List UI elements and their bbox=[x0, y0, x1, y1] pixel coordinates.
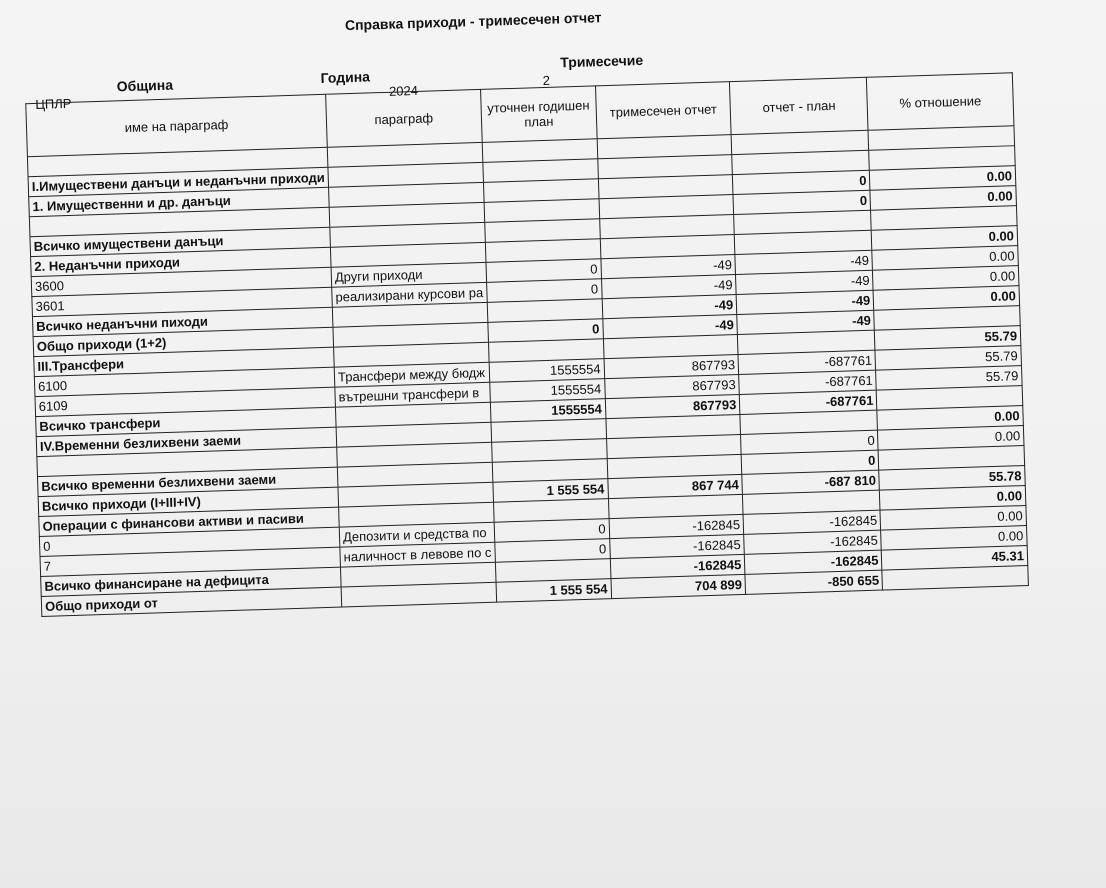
cell-paragraph bbox=[341, 582, 496, 607]
cell-percent: 0.00 bbox=[873, 286, 1019, 311]
municipality-label: Община bbox=[116, 76, 174, 95]
quarter-value: 2 bbox=[542, 72, 551, 88]
cell-diff: 0 bbox=[733, 190, 871, 214]
cell-percent: 0.00 bbox=[872, 226, 1018, 251]
cell-percent: 0.00 bbox=[870, 186, 1016, 211]
cell-diff: 0 bbox=[741, 430, 879, 454]
cell-name: Всичко трансфери bbox=[36, 407, 336, 436]
cell-name: IV.Временни безлихвени заеми bbox=[36, 427, 336, 456]
cell-plan: 1 555 554 bbox=[493, 479, 608, 503]
cell-name: 2. Неданъчни приходи bbox=[31, 247, 331, 276]
cell-diff: -49 bbox=[735, 250, 873, 274]
cell-report: -49 bbox=[601, 255, 736, 279]
cell-name: 6109 bbox=[35, 387, 335, 416]
cell-report: 867793 bbox=[604, 354, 739, 378]
cell-plan: 0 bbox=[495, 539, 610, 563]
cell-report: 867 744 bbox=[608, 474, 743, 498]
cell-plan: 0 bbox=[494, 519, 609, 543]
cell-percent: 0.00 bbox=[873, 266, 1019, 291]
year-value: 2024 bbox=[388, 82, 419, 99]
cell-paragraph: Други приходи bbox=[331, 262, 486, 287]
col-header-paragraph: параграф bbox=[326, 89, 482, 147]
cell-name: Операции с финансови активи и пасиви bbox=[39, 507, 339, 536]
cell-plan: 1555554 bbox=[490, 379, 605, 403]
cell-percent: 0.00 bbox=[881, 526, 1027, 551]
cell-plan: 0 bbox=[488, 319, 603, 343]
cell-name: Всичко приходи (I+III+IV) bbox=[38, 487, 338, 516]
col-header-plan: уточнен годишен план bbox=[480, 86, 597, 143]
cell-report: 867793 bbox=[605, 394, 740, 418]
cell-diff: -49 bbox=[736, 290, 874, 314]
cell-diff: 0 bbox=[741, 450, 879, 474]
municipality-value: ЦПЛР bbox=[35, 95, 72, 112]
cell-diff: -49 bbox=[737, 310, 875, 334]
cell-percent: 55.79 bbox=[876, 366, 1022, 391]
cell-plan: 1555554 bbox=[490, 399, 605, 423]
cell-percent: 0.00 bbox=[880, 506, 1026, 531]
cell-plan: 0 bbox=[486, 259, 601, 283]
cell-report: -49 bbox=[601, 275, 736, 299]
cell-paragraph: Депозити и средства по bbox=[339, 522, 494, 547]
cell-report: -162845 bbox=[609, 534, 744, 558]
cell-name: Всичко финансиране на дефицита bbox=[41, 567, 341, 596]
cell-name: III.Трансфери bbox=[34, 347, 334, 376]
cell-report: -49 bbox=[603, 315, 738, 339]
cell-paragraph: Трансфери между бюдж bbox=[334, 362, 489, 387]
cell-percent: 0.00 bbox=[878, 426, 1024, 451]
cell-name: 0 bbox=[39, 527, 339, 556]
cell-name: 3601 bbox=[32, 287, 332, 316]
cell-name: Всичко неданъчни пиходи bbox=[32, 307, 332, 336]
cell-percent: 55.79 bbox=[875, 326, 1021, 351]
cell-diff: -687761 bbox=[738, 350, 876, 374]
cell-plan: 1 555 554 bbox=[496, 579, 611, 603]
cell-diff: 0 bbox=[733, 170, 871, 194]
cell-name: 7 bbox=[40, 547, 340, 576]
quarter-label: Тримесечие bbox=[559, 51, 644, 71]
report-title: Справка приходи - тримесечен отчет bbox=[344, 9, 602, 34]
cell-percent: 0.00 bbox=[870, 166, 1016, 191]
cell-plan: 0 bbox=[486, 279, 601, 303]
cell-paragraph: вътрешни трансфери в bbox=[335, 382, 490, 407]
col-header-name: име на параграф bbox=[26, 94, 328, 156]
cell-name: I.Имуществени данъци и неданъчни приходи bbox=[28, 167, 328, 196]
cell-diff: -687 810 bbox=[742, 470, 880, 494]
cell-name: Общо приходи от bbox=[41, 587, 341, 616]
col-header-report: тримесечен отчет bbox=[595, 82, 731, 139]
cell-diff: -162845 bbox=[745, 550, 883, 574]
cell-diff: -162845 bbox=[744, 530, 882, 554]
cell-name: Общо приходи (1+2) bbox=[33, 327, 333, 356]
cell-percent: 45.31 bbox=[882, 546, 1028, 571]
revenue-table bbox=[25, 72, 1029, 617]
cell-diff: -162845 bbox=[743, 510, 881, 534]
cell-plan: 1555554 bbox=[489, 359, 604, 383]
cell-percent: 0.00 bbox=[877, 406, 1023, 431]
cell-report: -162845 bbox=[610, 554, 745, 578]
cell-paragraph: наличност в левове по с bbox=[340, 542, 495, 567]
cell-report: 867793 bbox=[604, 374, 739, 398]
cell-diff: -687761 bbox=[740, 390, 878, 414]
cell-name: Всичко имуществени данъци bbox=[30, 227, 330, 256]
cell-percent: 0.00 bbox=[872, 246, 1018, 271]
col-header-diff: отчет - план bbox=[730, 77, 869, 134]
cell-percent: 55.79 bbox=[875, 346, 1021, 371]
cell-percent bbox=[882, 565, 1028, 590]
cell-report: 704 899 bbox=[611, 574, 746, 598]
table-body bbox=[27, 126, 1028, 617]
cell-report: -162845 bbox=[609, 514, 744, 538]
cell-report: -49 bbox=[602, 295, 737, 319]
cell-name: 1. Имущественни и др. данъци bbox=[29, 187, 329, 216]
col-header-percent: % отношение bbox=[867, 73, 1014, 131]
cell-name: 3600 bbox=[31, 267, 331, 296]
cell-diff: -850 655 bbox=[745, 570, 883, 594]
cell-diff: -49 bbox=[736, 270, 874, 294]
year-label: Година bbox=[320, 68, 371, 86]
cell-percent: 0.00 bbox=[880, 486, 1026, 511]
cell-paragraph: реализирани курсови ра bbox=[332, 282, 487, 307]
cell-diff: -687761 bbox=[739, 370, 877, 394]
cell-name: 6100 bbox=[34, 367, 334, 396]
cell-percent: 55.78 bbox=[879, 466, 1025, 491]
cell-name: Всичко временни безлихвени заеми bbox=[37, 467, 337, 496]
